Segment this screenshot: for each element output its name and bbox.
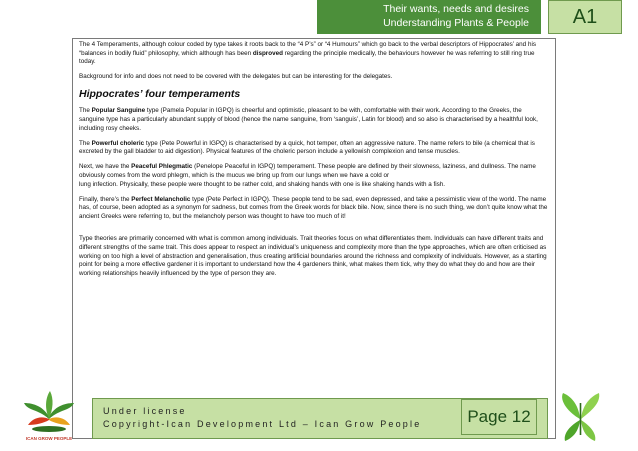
type-theories-paragraph: Type theories are primarily concerned with what is common among individuals. Trait theories focus on what differentiates them. Individuals can have different traits and different strengths of the same trait. This does appear to respect an individual’s uniqueness and complexity more than the type approaches, which are often criticised as working on too high a level of abstraction and generalisation, thus creating artificial boundaries around the richness and complexity of individuals. However, as a starting point for being a more effective gardener it is important to understand how the 4 gardeners think, what makes them tick, why they do what they do and how are their working relationships heavily influenced by the type of person they are. xyxy=(79,235,547,277)
content-box xyxy=(72,38,556,439)
copyright-text: Copyright-Ican Development Ltd – Ican Grow People xyxy=(103,419,422,429)
license-text: Under license xyxy=(103,406,187,416)
page-header xyxy=(0,0,638,34)
ican-grow-people-logo xyxy=(20,389,78,445)
phlegmatic-text-3: lung infection. Physically, these people were thought to be rather cold, and shaking hands with one is like shaking hands with a fish. xyxy=(79,180,446,188)
intro-text-2: regarding the principle medically, the behaviours however he was referring to still ring true today. xyxy=(79,49,535,66)
intro-bold: disproved xyxy=(252,49,283,57)
section-heading: Hippocrates’ four temperaments xyxy=(79,88,241,101)
choleric-paragraph xyxy=(79,140,549,157)
phlegmatic-text-2: (Penelope Peaceful in IGPQ) temperament. These people are defined by their slowness, laziness, and dullness. The name obviously comes from the word phlegm, which is the mucus we bring up from our lungs when we have a cold or xyxy=(79,163,536,179)
phlegmatic-text-1: Next, we have the xyxy=(79,163,132,171)
choleric-text-1: The xyxy=(79,139,92,147)
header-title-line2: Understanding Plants & People xyxy=(383,17,529,29)
header-title-bar xyxy=(317,0,541,34)
page-number: Page 12 xyxy=(461,399,537,435)
choleric-text-2: type (Pete Powerful in IGPQ) is characterised by a quick, hot temper, often an aggressive nature. The name refers to bile (a chemical that is excreted by the gall bladder to aid digestion). Physical features of the choleric person include a yellowish complexion and tense muscles. xyxy=(79,139,535,156)
sanguine-paragraph xyxy=(79,107,549,133)
melancholic-paragraph xyxy=(79,196,549,222)
phlegmatic-bold: Peaceful Phlegmatic xyxy=(131,163,193,171)
section-code-badge: A1 xyxy=(548,0,622,34)
intro-text-1: The 4 Temperaments, although colour coded by type takes it roots back to the “4 P’s” or “4 Humours” which go back to the verbal descriptors of Hippocrates’ and his “balances in bodily fluid” philosophy, which although has been xyxy=(79,41,536,57)
melancholic-text-1: Finally, there’s the xyxy=(79,195,132,203)
background-note: Background for info and does not need to be covered with the delegates but can be interesting for the delegates. xyxy=(79,73,393,81)
intro-paragraph xyxy=(79,41,549,67)
sanguine-bold: Popular Sanguine xyxy=(91,107,146,115)
sanguine-text-1: The xyxy=(79,107,92,115)
sanguine-text-2: type (Pamela Popular in IGPQ) is cheerful and optimistic, pleasant to be with, comfortable with their work. According to the Greeks, the sanguine type has a particularly abundant supply of blood (hence the name sanguine, from ‘sanguis’, Latin for blood) and so also is characterised by a healthful look, including rosy cheeks. xyxy=(79,107,538,132)
logo-text: ICAN GROW PEOPLE xyxy=(25,436,73,441)
header-title-line1: Their wants, needs and desires xyxy=(383,3,529,15)
phlegmatic-paragraph xyxy=(79,163,549,189)
choleric-bold: Powerful choleric xyxy=(91,139,145,147)
leaf-butterfly-icon xyxy=(553,389,608,445)
melancholic-bold: Perfect Melancholic xyxy=(131,195,191,203)
melancholic-text-2: type (Pete Perfect in IGPQ). These people tend to be sad, even depressed, and take a pessimistic view of the world. The name has, of course, been adopted as a synonym for sadness, but comes from the Greek words for black bile. Now, since there is no such thing, we don’t quite know what the ancient Greeks were referring to, but the melancholy person was thought to have too much of it! xyxy=(79,195,548,220)
